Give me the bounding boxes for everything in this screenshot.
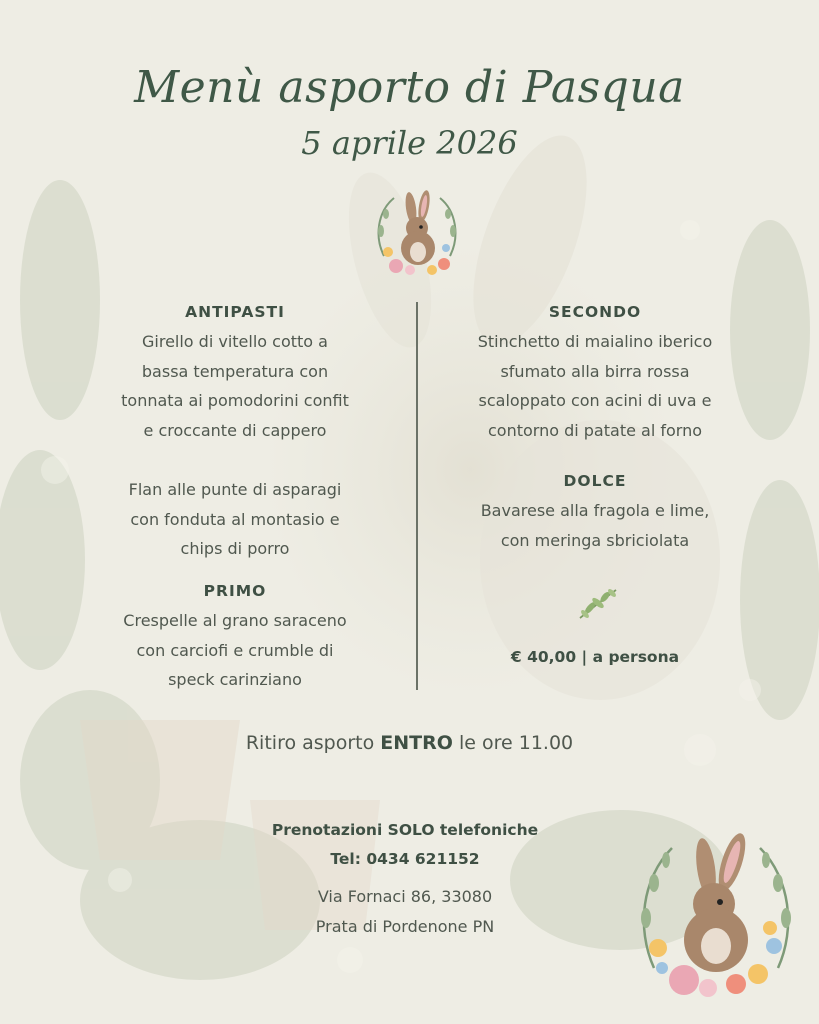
primo-text [95, 606, 375, 695]
column-divider [416, 302, 418, 690]
menu-line: tonnata ai pomodorini confit [121, 391, 349, 410]
menu-line: con meringa sbriciolata [500, 530, 690, 550]
menu-line: Girello di vitello cotto a [142, 332, 328, 351]
address-line-2: Prata di Pordenone PN [315, 917, 495, 936]
secondo-text [445, 327, 745, 445]
antipasti-section [95, 303, 375, 564]
address-block [205, 882, 605, 942]
dolce-section [445, 472, 745, 555]
menu-line: con carciofi e crumble di [136, 640, 334, 660]
menu-line: sfumato alla birra rossa [500, 361, 690, 381]
bunny-wreath-icon [372, 186, 462, 282]
bunny-wreath-icon [636, 828, 796, 1004]
menu-line: Crespelle al grano saraceno [123, 611, 347, 630]
dolce-heading: DOLCE [563, 472, 627, 490]
page-title: Menù asporto di Pasqua [134, 62, 685, 113]
menu-line: speck carinziano [168, 670, 302, 689]
secondo-section [445, 303, 745, 445]
menu-line: e croccante di cappero [143, 420, 327, 440]
menu-line: Flan alle punte di asparagi [128, 480, 342, 499]
menu-line: contorno di patate al forno [487, 420, 702, 440]
dolce-text [445, 496, 745, 555]
antipasti-heading: ANTIPASTI [185, 303, 285, 321]
pickup-prefix: Ritiro asporto [245, 732, 375, 754]
pickup-emphasis: ENTRO [380, 732, 453, 754]
primo-heading: PRIMO [203, 582, 267, 600]
secondo-heading: SECONDO [548, 303, 642, 321]
menu-line: scaloppato con acini di uva e [478, 391, 712, 410]
booking-note: Prenotazioni SOLO telefoniche [271, 821, 539, 839]
booking-info [205, 816, 605, 874]
antipasto-1 [95, 327, 375, 445]
address-line-1: Via Fornaci 86, 33080 [317, 887, 493, 906]
event-date: 5 aprile 2026 [301, 124, 518, 162]
menu-line: Bavarese alla fragola e lime, [480, 501, 710, 520]
pickup-suffix: le ore 11.00 [458, 732, 574, 754]
phone-number[interactable]: Tel: 0434 621152 [330, 850, 480, 868]
menu-line: Stinchetto di maialino iberico [477, 332, 713, 351]
antipasto-2 [95, 475, 375, 564]
price-label: € 40,00 | a persona [510, 648, 680, 666]
menu-line: con fonduta al montasio e [130, 509, 340, 529]
leaf-sprig-icon [576, 586, 620, 622]
menu-line: chips di porro [180, 539, 290, 558]
menu-line: bassa temperatura con [141, 361, 329, 381]
primo-section [95, 582, 375, 695]
pickup-note [0, 732, 819, 754]
